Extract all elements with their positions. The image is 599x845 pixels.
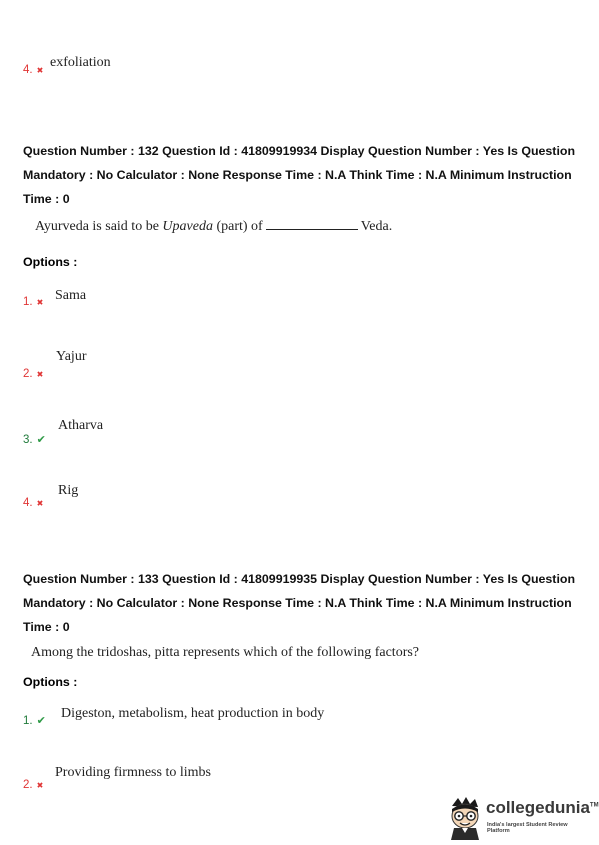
cross-icon: ✖	[36, 298, 44, 307]
option-number: 4.	[23, 497, 33, 509]
option-number: 4.	[23, 64, 33, 76]
option-text: Providing firmness to limbs	[55, 765, 211, 780]
option-number: 1.	[23, 296, 33, 308]
check-icon: ✔	[36, 714, 46, 727]
student-mascot-icon	[448, 796, 484, 840]
cross-icon: ✖	[36, 781, 44, 790]
cross-icon: ✖	[36, 66, 44, 75]
option-text: Yajur	[56, 349, 87, 364]
cross-icon: ✖	[36, 370, 44, 379]
option-number: 3.	[23, 434, 33, 446]
option-text: Rig	[58, 483, 79, 498]
answer-blank	[266, 218, 358, 230]
meta-line: Mandatory : No Calculator : None Response Time : N.A Think Time : N.A Minimum Instruction	[23, 168, 572, 182]
stem-text: (part) of	[216, 219, 263, 234]
option-text: Sama	[55, 288, 87, 303]
question-132-stem	[35, 218, 392, 235]
stem-italic-text: Upaveda	[162, 219, 213, 234]
question-132-meta	[23, 139, 583, 211]
option-text: exfoliation	[50, 55, 111, 70]
logo-tagline: India's largest Student Review Platform	[487, 822, 568, 834]
meta-line: Time : 0	[23, 620, 70, 634]
prev-question-option-4	[23, 60, 43, 78]
stem-text: Ayurveda is said to be	[35, 219, 159, 234]
meta-line: Time : 0	[23, 192, 70, 206]
option-1	[23, 292, 43, 310]
options-label: Options :	[23, 255, 78, 269]
check-icon: ✔	[36, 433, 46, 446]
option-number: 2.	[23, 779, 33, 791]
option-1	[23, 711, 46, 729]
option-3	[23, 430, 46, 448]
question-133-stem: Among the tridoshas, pitta represents which of the following factors?	[31, 645, 420, 660]
trademark: TM	[589, 802, 599, 809]
option-number: 1.	[23, 715, 33, 727]
collegedunia-logo	[448, 796, 599, 840]
question-133-meta	[23, 567, 583, 639]
option-text: Atharva	[58, 418, 104, 433]
option-number: 2.	[23, 368, 33, 380]
option-text: Digeston, metabolism, heat production in body	[61, 706, 325, 721]
logo-wordmark: collegedunia™	[486, 798, 599, 817]
meta-line: Question Number : 132 Question Id : 41809919934 Display Question Number : Yes Is Question	[23, 144, 576, 158]
cross-icon: ✖	[36, 499, 44, 508]
option-4	[23, 493, 43, 511]
meta-line: Mandatory : No Calculator : None Response Time : N.A Think Time : N.A Minimum Instruction	[23, 596, 572, 610]
stem-text: Veda.	[360, 219, 393, 234]
options-label: Options :	[23, 675, 78, 689]
option-2	[23, 364, 43, 382]
option-2	[23, 775, 43, 793]
meta-line: Question Number : 133 Question Id : 41809919935 Display Question Number : Yes Is Question	[23, 572, 576, 586]
